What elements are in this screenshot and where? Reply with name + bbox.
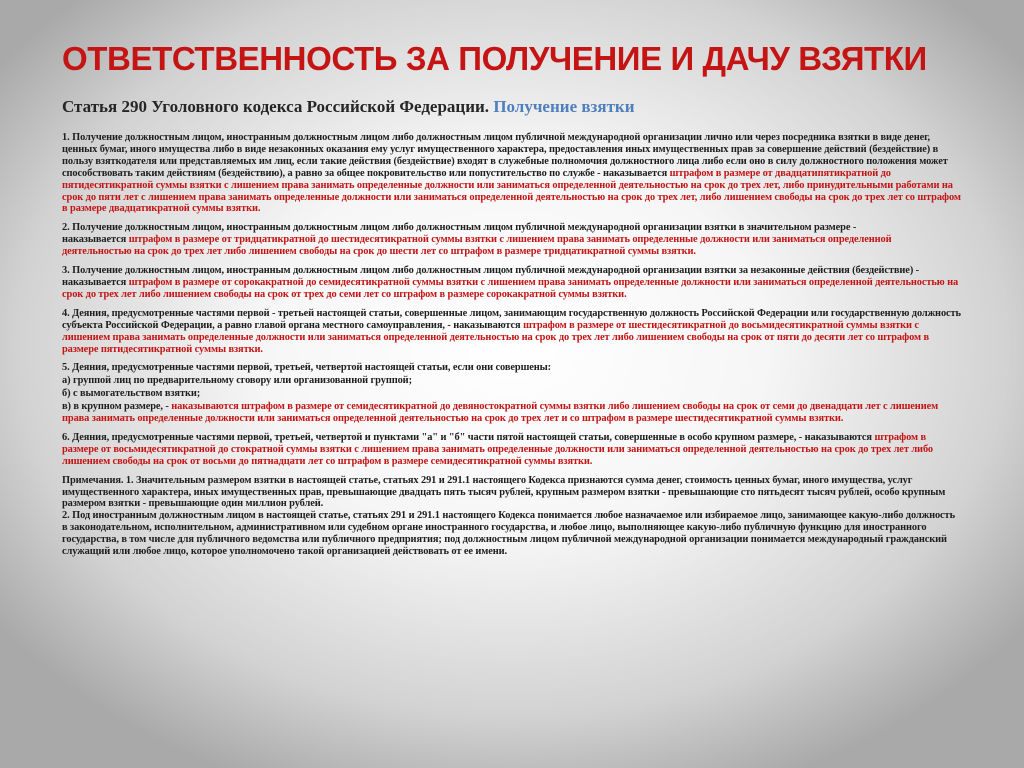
paragraph-5-item-c-text: в) в крупном размере, - [62,401,172,413]
paragraph-1 [62,132,962,215]
paragraph-4 [62,308,962,356]
paragraph-2-cont [62,234,962,258]
paragraph-5-item-b: б) с вымогательством взятки; [62,388,201,400]
paragraph-1-penalty: штрафом в размере от двадцатипятикратной до пятидесятикратной суммы взятки с лишением права занимать определенные должности или заниматься определенной деятельностью на срок до трех лет, либо принудительными работами на срок до пяти лет с лишением права занимать определенные должности или заниматься определенной деятельностью на срок до трех лет, либо лишением свободы на срок до трех лет со штрафом в размере двадцатикратной суммы взятки. [62,167,961,215]
slide-title: ОТВЕТСТВЕННОСТЬ ЗА ПОЛУЧЕНИЕ И ДАЧУ ВЗЯТКИ [62,40,927,77]
paragraph-4-penalty: штрафом в размере от шестидесятикратной до восьмидесятикратной суммы взятки с лишением права занимать определенные должности или заниматься определенной деятельностью на срок до трех лет либо лишением свободы на срок от пяти до десяти лет со штрафом в размере пятидесятикратной суммы взятки. [62,319,929,355]
paragraph-4-text: 4. Деяния, предусмотренные частями первой - третьей настоящей статьи, совершенные лицом, занимающим государственную должность Российской Федерации или государственную должность субъекта Российской Федерации, а равно главой органа местного самоуправления, - наказываются [62,307,961,331]
paragraph-3-penalty: штрафом в размере от сорокакратной до семидесятикратной суммы взятки с лишением права занимать определенные должности или заниматься определенной деятельностью на срок до трех лет либо лишением свободы на срок от трех до семи лет со штрафом в размере сорокакратной суммы взятки. [62,276,959,300]
paragraph-6 [62,432,962,468]
paragraph-2 [62,222,962,234]
paragraph-3 [62,265,962,301]
paragraph-6-text: 6. Деяния, предусмотренные частями первой, третьей, четвертой и пунктами "а" и "б" части пятой настоящей статьи, совершенные в особо крупном размере, - наказываются [62,431,875,443]
paragraph-1-text: 1. Получение должностным лицом, иностранным должностным лицом либо должностным лицом публичной международной организации лично или через посредника взятки в виде денег, ценных бумаг, иного имущества либо в виде незаконных оказания ему услуг имущественного характера, предоставления иных имущественных прав за совершение действий (бездействие) в пользу взяткодателя или представляемых им лиц, если такие действия (бездействие) входят в служебные полномочия должностного лица либо если оно в силу должностного положения может способствовать таким действиям (бездействию), а равно за общее покровительство или попустительство по службе - наказывается [62,132,948,179]
paragraph-2-penalty: штрафом в размере от тридцатикратной до шестидесятикратной суммы взятки с лишением права занимать определенные должности или заниматься определенной деятельностью на срок до трех лет либо лишением свободы на срок до шести лет со штрафом в размере тридцатикратной суммы взятки. [62,234,892,258]
paragraph-5-item-c [62,401,962,425]
note-1: Примечания. 1. Значительным размером взятки в настоящей статье, статьях 291 и 291.1 настоящего Кодекса признаются сумма денег, стоимость ценных бумаг, иного имущества, услуг имущественного характера, иных имущественных прав, превышающие двадцать пять тысяч рублей, крупным размером взятки - превышающие сто пятьдесят тысяч рублей, особо крупным размером взятки - превышающие один миллион рублей. [62,474,946,510]
subtitle-highlight: Получение взятки [493,97,635,116]
paragraph-2-text-b: наказывается [62,234,129,246]
note-2: 2. Под иностранным должностным лицом в настоящей статье, статьях 291 и 291.1 настоящего Кодекса понимается любое назначаемое или избираемое лицо, занимающее какую-либо должность в законодательном, исполнительном, административном или судебном органе иностранного государства, и любое лицо, выполняющее какую-либо публичную функцию для иностранного государства, в том числе для публичного ведомства или публичного предприятия; под должностным лицом публичной международной организации понимается международный гражданский служащий или любое лицо, которое уполномочено такой организацией действовать от ее имени. [62,510,955,558]
subtitle-article: Статья 290 Уголовного кодекса Российской Федерации. [62,97,490,116]
paragraph-5-item-a: а) группой лиц по предварительному сговору или организованной группой; [62,375,412,387]
paragraph-5-intro: 5. Деяния, предусмотренные частями первой, третьей, четвертой настоящей статьи, если они совершены: [62,362,552,374]
paragraph-2-text: 2. Получение должностным лицом, иностранным должностным лицом либо должностным лицом публичной международной организации взятки в значительном размере - [62,222,857,234]
article-text [62,132,962,565]
paragraph-5-penalty: наказываются штрафом в размере от семидесятикратной до девяностократной суммы взятки либо лишением свободы на срок от семи до двенадцати лет с лишением права занимать определенные должности или заниматься определенной деятельностью на срок до трех лет и со штрафом в размере шестидесятикратной суммы взятки. [62,401,939,425]
paragraph-6-penalty: штрафом в размере от восьмидесятикратной до стократной суммы взятки с лишением права занимать определенные должности или заниматься определенной деятельностью на срок до трех лет либо лишением свободы на срок от восьми до пятнадцати лет со штрафом в размере семидесятикратной суммы взятки. [62,431,933,467]
paragraph-3-text: 3. Получение должностным лицом, иностранным должностным лицом либо должностным лицом публичной международной организации взятки за незаконные действия (бездействие) - наказывается [62,265,920,288]
slide-subtitle [62,97,1002,117]
